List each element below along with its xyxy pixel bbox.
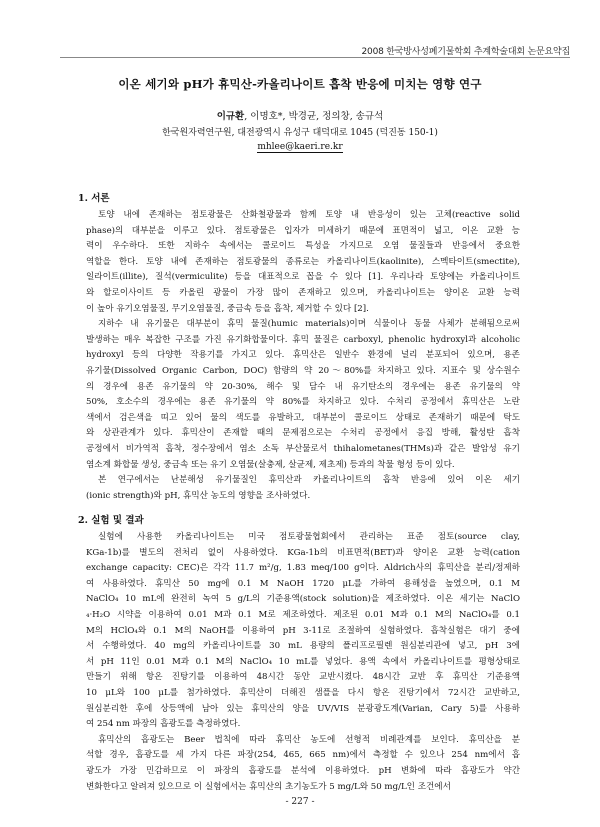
section-heading-intro: 1. 서론 [78, 193, 110, 204]
text-line: 공정에서 비가역적 흡착, 정수장에서 염소 소독 부산물로서 thihalometanes(THMs)과 같은 발암성 유기 [86, 443, 520, 454]
text-line: 서 pH 11인 0.01 M과 0.1 M의 NaClO₄ 10 mL를 넣었다. 용액 속에서 카올리나이트를 평형상태로 [86, 656, 520, 667]
text-line: 실험에 사용한 카올리나이트는 미국 점토광물협회에서 관리하는 표준 점토(source clay, [98, 532, 520, 542]
text-line: 휴믹산의 흡광도는 Beer 법칙에 따라 휴믹산 농도에 선형적 비례관계를 보인다. 휴믹산을 분 [98, 734, 520, 745]
text-line: 일라이트(illite), 질석(vermiculite) 등을 대표적으로 꼽을 수 있다 [1]. 우리나라 토양에는 카올리나이트 [86, 272, 520, 283]
text-line: phase)의 대부분을 이루고 있다. 점토광물은 입자가 미세하기 때문에 표면적이 넓고, 이온 교환 능 [86, 225, 520, 236]
text-line: 서 수행하였다. 40 mg의 카올리나이트를 30 mL 용량의 폴리프로필렌 원심분리관에 넣고, pH 3에 [86, 641, 520, 652]
text-line: 와 할로이사이트 등 카올린 광물이 가장 많이 존재하고 있으며, 카올리나이트는 양이온 교환 능력 [86, 287, 520, 298]
author-email[interactable] [0, 142, 600, 152]
text-line: 광도가 가장 민감하므로 이 파장의 흡광도를 분석에 이용하였다. pH 변화에 따라 흡광도가 약간 [86, 765, 520, 776]
text-line: 10 μL와 100 μL를 첨가하였다. 휴믹산이 더해진 샘플을 다시 항온 진탕기에서 72시간 교반하고, [86, 687, 520, 698]
affiliation: 한국원자력연구원, 대전광역시 유성구 대덕대로 1045 (덕진동 150-1) [162, 128, 438, 138]
text-line: 염소계 화합물 생성, 중금속 또는 유기 오염물(살충제, 살균제, 제초제) 등과의 착물 형성 등이 있다. [86, 459, 455, 470]
header-rule [60, 57, 570, 58]
text-line: (ionic strength)와 pH, 휴믹산 농도의 영향을 조사하였다. [86, 490, 311, 501]
text-line: 여 사용하였다. 휴믹산 50 mg에 0.1 M NaOH 1720 μL를 가하여 용해성을 높였으며, 0.1 M [86, 578, 520, 589]
text-line: 발생하는 매우 복잡한 구조를 가진 유기화합물이다. 휴믹 물질은 carboxyl, phenolic hydroxyl과 alcoholic [86, 334, 520, 345]
text-line: 본 연구에서는 난분해성 유기물질인 휴믹산과 카올리나이트의 흡착 반응에 있어 이온 세기 [98, 475, 520, 486]
text-line: 토양 내에 존재하는 점토광물은 산화철광물과 함께 토양 내 반응성이 있는 고체(reactive solid [98, 210, 520, 220]
author-list [0, 108, 600, 122]
co-authors: , 이명호*, 박경균, 정의창, 송규석 [244, 111, 384, 122]
section-heading-methods: 2. 실험 및 결과 [78, 515, 144, 526]
text-line: 이 높아 유기오염물질, 무기오염물질, 중금속 등을 흡착, 제거할 수 있다 [2]. [86, 303, 369, 314]
text-line: 역할을 한다. 토양 내에 존재하는 점토광물의 종류로는 카올리나이트(kaolinite), 스멕타이트(smectite), [86, 256, 520, 267]
text-line: M의 HClO₄와 0.1 M의 NaOH를 이용하여 pH 3-11로 조절하여 실험하였다. 흡착실험은 대기 중에 [86, 625, 520, 636]
section-body-intro [86, 208, 520, 504]
text-line: 변화한다고 알려져 있으므로 이 실험에서는 휴믹산의 초기농도가 5 mg/L와 50 mg/L인 조건에서 [86, 781, 451, 792]
text-line: 석할 경우, 흡광도를 세 가지 다른 파장(254, 465, 665 nm)에서 측정할 수 있으나 254 nm에서 흡 [86, 750, 520, 761]
text-line: 유기물(Dissolved Organic Carbon, DOC) 함량의 약 20～80%를 차지하고 있다. 지표수 및 상수원수 [86, 365, 520, 376]
text-line: 의 경우에 용존 유기물의 약 20-30%, 해수 및 담수 내 유기탄소의 경우에는 용존 유기물의 약 [86, 381, 520, 392]
text-line: 원심분리한 후에 상등액에 남아 있는 휴믹산의 양을 UV/VIS 분광광도계(Varian, Cary 5)를 사용하 [86, 703, 520, 714]
running-header: 2008 한국방사성폐기물학회 추계학술대회 논문요약집 [361, 47, 570, 57]
page-number: - 227 - [285, 797, 315, 807]
text-line: 지하수 내 유기물은 대부분이 휴믹 물질(humic materials)이며 식물이나 동물 사체가 분해됨으로써 [98, 319, 520, 330]
text-line: KGa-1b)를 별도의 전처리 없이 사용하였다. KGa-1b의 비표면적(BET)과 양이온 교환 능력(cation [86, 547, 520, 558]
first-author: 이규환 [216, 111, 245, 122]
text-line: 력이 우수하다. 또한 지하수 속에서는 콜로이드 특성을 가지므로 오염 물질들과 반응에서 중요한 [86, 241, 520, 252]
section-body-methods [86, 530, 520, 795]
text-line: 50%, 호소수의 경우에는 용존 유기물의 약 80%를 차지하고 있다. 수처리 공정에서 휴믹산은 노란 [86, 397, 520, 408]
text-line: 와 상관관계가 있다. 휴믹산이 존재할 때의 문제점으로는 수처리 공정에서 응집 방해, 활성탄 흡착 [86, 428, 520, 439]
text-line: hydroxyl 등의 다양한 작용기를 가지고 있다. 휴믹산은 일반수 환경에 널리 분포되어 있으며, 용존 [86, 350, 520, 361]
email-link[interactable]: mhlee@kaeri.re.kr [257, 142, 343, 152]
text-line: 만들기 위해 항온 진탕기를 이용하여 48시간 동안 교반시켰다. 48시간 교반 후 휴믹산 기준용액 [86, 672, 520, 683]
text-line: 여 254 nm 파장의 흡광도를 측정하였다. [86, 719, 241, 730]
text-line: 색에서 검은색을 띠고 있어 물의 색도를 유발하고, 대부분이 콜로이드 상태로 존재하기 때문에 탁도 [86, 412, 520, 423]
text-line: exchange capacity: CEC)은 각각 11.7 m²/g, 1.83 meq/100 g이다. Aldrich사의 휴믹산을 분리/정제하 [86, 563, 520, 574]
text-line: ₄·H₂O 시약을 이용하여 0.01 M과 0.1 M로 제조하였다. 제조된 0.01 M과 0.1 M의 NaClO₄를 0.1 [86, 609, 520, 620]
paper-title: 이온 세기와 pH가 휴믹산-카올리나이트 흡착 반응에 미치는 영향 연구 [118, 77, 482, 91]
text-line: NaClO₄ 10 mL에 완전히 녹여 5 g/L의 기준용액(stock solution)을 제조하였다. 이온 세기는 NaClO [86, 594, 520, 605]
